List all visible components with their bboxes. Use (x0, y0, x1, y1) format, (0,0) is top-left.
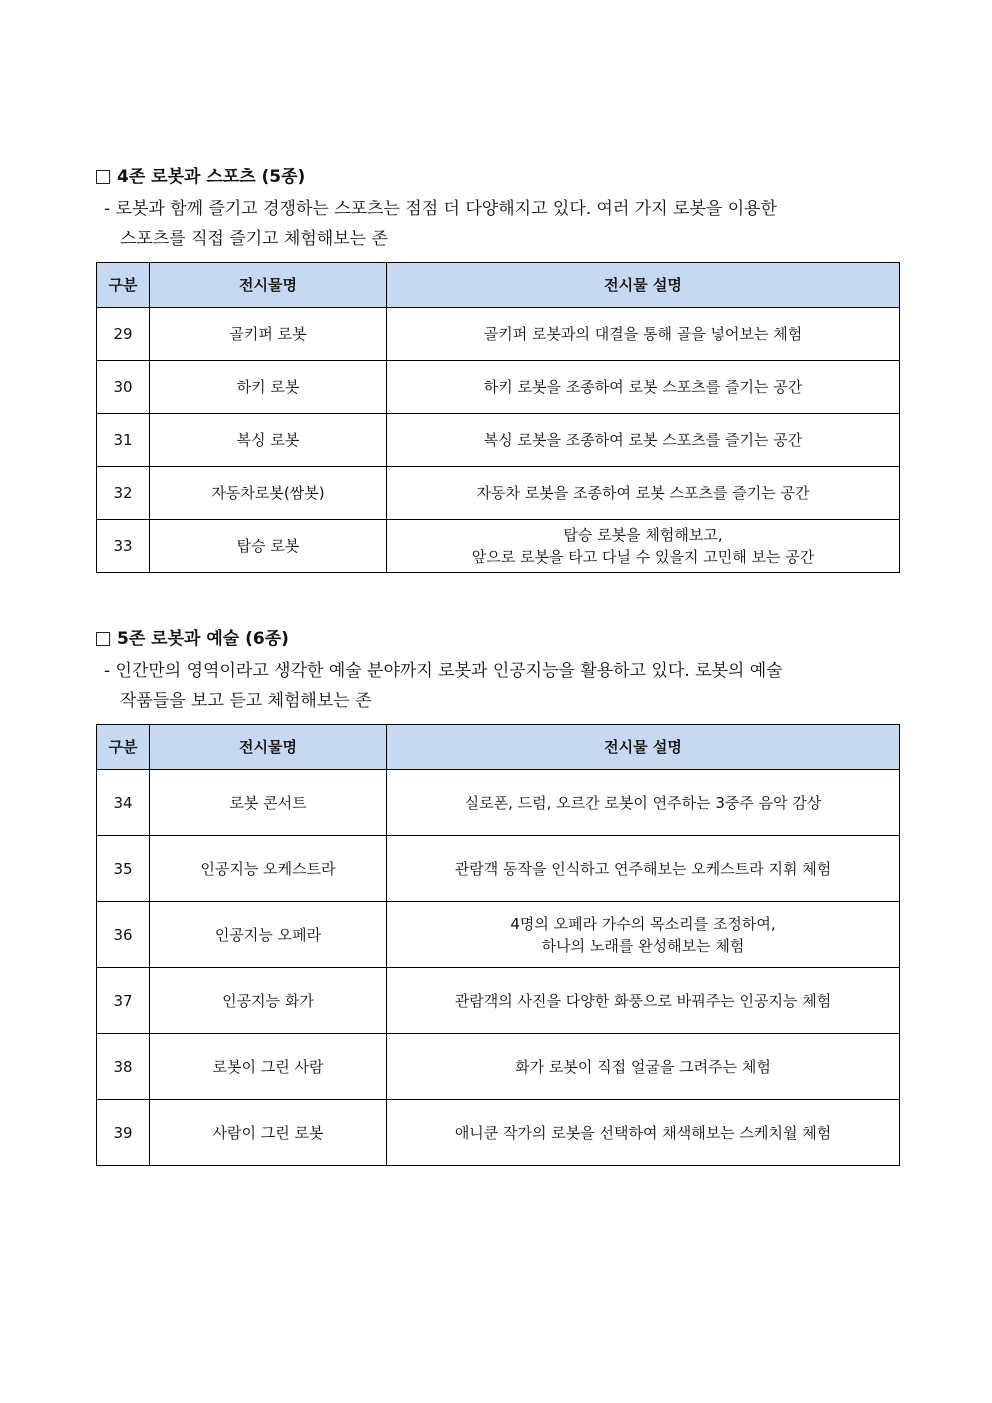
row-exhibit-name: 하키 로봇 (150, 361, 387, 414)
table-row (97, 770, 900, 836)
checkbox-icon (96, 632, 110, 646)
row-exhibit-name: 인공지능 화가 (150, 968, 387, 1034)
zone4-desc-line2: 스포츠를 직접 즐기고 체험해보는 존 (120, 229, 388, 249)
table-row (97, 968, 900, 1034)
row-exhibit-description (387, 770, 900, 836)
zone4-desc-line1: - 로봇과 함께 즐기고 경쟁하는 스포츠는 점점 더 다양해지고 있다. 여러 가지 로봇을 이용한 (104, 199, 777, 219)
zone5-section (96, 626, 899, 1166)
table-row (97, 467, 900, 520)
desc-line: 자동차 로봇을 조종하여 로봇 스포츠를 즐기는 공간 (476, 484, 810, 502)
table-header-row (97, 263, 900, 308)
row-exhibit-description (387, 467, 900, 520)
row-exhibit-name: 복싱 로봇 (150, 414, 387, 467)
row-exhibit-description (387, 414, 900, 467)
zone4-heading-text: 4존 로봇과 스포츠 (5종) (117, 167, 306, 187)
desc-line: 실로폰, 드럼, 오르간 로봇이 연주하는 3중주 음악 감상 (464, 793, 822, 812)
header-exhibit-name: 전시물명 (150, 263, 387, 308)
row-exhibit-name: 골키퍼 로봇 (150, 308, 387, 361)
desc-line: 4명의 오페라 가수의 목소리를 조정하여, (510, 914, 776, 933)
table-row (97, 308, 900, 361)
checkbox-icon (96, 170, 110, 184)
desc-line: 하키 로봇을 조종하여 로봇 스포츠를 즐기는 공간 (483, 378, 803, 396)
row-exhibit-description (387, 1034, 900, 1100)
row-exhibit-description (387, 520, 900, 573)
row-number: 30 (97, 361, 150, 414)
desc-line: 화가 로봇이 직접 얼굴을 그려주는 체험 (515, 1057, 771, 1076)
row-exhibit-name: 인공지능 오케스트라 (150, 836, 387, 902)
header-exhibit-name: 전시물명 (150, 725, 387, 770)
zone4-description (96, 194, 899, 254)
row-exhibit-name: 자동차로봇(쌈봇) (150, 467, 387, 520)
row-exhibit-description (387, 902, 900, 968)
zone4-heading (96, 164, 899, 190)
table-row (97, 1100, 900, 1166)
zone5-desc-line1: - 인간만의 영역이라고 생각한 예술 분야까지 로봇과 인공지능을 활용하고 있다. 로봇의 예술 (104, 661, 783, 681)
zone5-desc-line2: 작품들을 보고 듣고 체험해보는 존 (120, 691, 372, 711)
row-exhibit-name: 사람이 그린 로봇 (150, 1100, 387, 1166)
row-exhibit-description (387, 836, 900, 902)
table-row (97, 902, 900, 968)
header-exhibit-description: 전시물 설명 (387, 725, 900, 770)
desc-line: 앞으로 로봇을 타고 다닐 수 있을지 고민해 보는 공간 (471, 548, 815, 566)
zone4-table (96, 262, 900, 573)
zone5-heading-text: 5존 로봇과 예술 (6종) (117, 629, 289, 649)
zone4-section (96, 164, 899, 573)
row-exhibit-description (387, 361, 900, 414)
row-exhibit-name: 탑승 로봇 (150, 520, 387, 573)
row-exhibit-description (387, 968, 900, 1034)
table-row (97, 1034, 900, 1100)
row-exhibit-description (387, 1100, 900, 1166)
row-exhibit-name: 로봇 콘서트 (150, 770, 387, 836)
row-number: 32 (97, 467, 150, 520)
table-row (97, 520, 900, 573)
zone5-description (96, 656, 899, 716)
table-row (97, 414, 900, 467)
table-row (97, 836, 900, 902)
row-number: 36 (97, 902, 150, 968)
header-category: 구분 (97, 725, 150, 770)
row-number: 33 (97, 520, 150, 573)
desc-line: 복싱 로봇을 조종하여 로봇 스포츠를 즐기는 공간 (483, 431, 803, 449)
desc-line: 애니쿤 작가의 로봇을 선택하여 채색해보는 스케치월 체험 (454, 1123, 832, 1142)
row-number: 35 (97, 836, 150, 902)
header-exhibit-description: 전시물 설명 (387, 263, 900, 308)
table-header-row (97, 725, 900, 770)
row-number: 34 (97, 770, 150, 836)
desc-line: 골키퍼 로봇과의 대결을 통해 골을 넣어보는 체험 (483, 325, 803, 343)
table-row (97, 361, 900, 414)
row-number: 39 (97, 1100, 150, 1166)
zone5-table (96, 724, 900, 1166)
row-exhibit-description (387, 308, 900, 361)
desc-line: 관람객의 사진을 다양한 화풍으로 바꿔주는 인공지능 체험 (454, 991, 832, 1010)
zone5-heading (96, 626, 899, 652)
desc-line: 관람객 동작을 인식하고 연주해보는 오케스트라 지휘 체험 (454, 859, 832, 878)
row-number: 31 (97, 414, 150, 467)
row-number: 37 (97, 968, 150, 1034)
row-exhibit-name: 인공지능 오페라 (150, 902, 387, 968)
row-number: 38 (97, 1034, 150, 1100)
desc-line: 하나의 노래를 완성해보는 체험 (541, 936, 745, 955)
desc-line: 탑승 로봇을 체험해보고, (563, 526, 723, 544)
row-number: 29 (97, 308, 150, 361)
row-exhibit-name: 로봇이 그린 사람 (150, 1034, 387, 1100)
header-category: 구분 (97, 263, 150, 308)
